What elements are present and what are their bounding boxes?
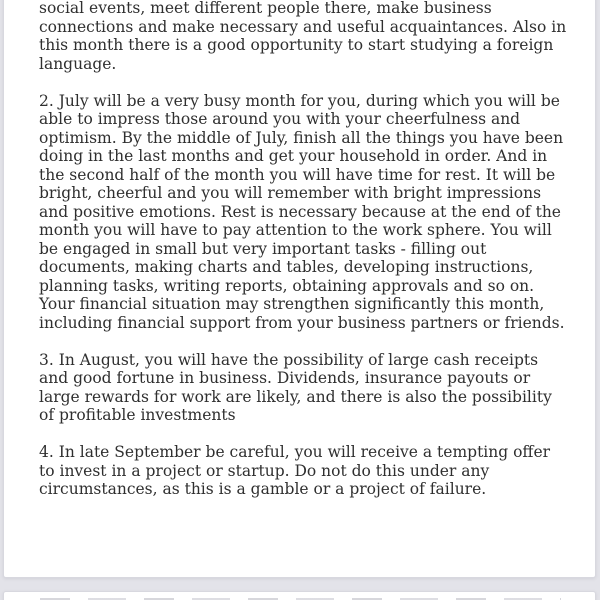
paragraph: social events, meet different people there, make business connections and make necessary and useful acquaintances. Also in this month there is a good opportunity to start studying a foreign language. — [39, 0, 567, 73]
paragraph: 3. In August, you will have the possibility of large cash receipts and good fortune in business. Dividends, insurance payouts or large rewards for work are likely, and there is also the possibility of profitable investments — [39, 350, 552, 424]
paragraph: 2. July will be a very busy month for you, during which you will be able to impress those around you with your cheerfulness and optimism. By the middle of July, finish all the things you have been doing in the last months and get your household in order. And in the second half of the month you will have time for rest. It will be bright, cheerful and you will remember with bright impressions and positive emotions. Rest is necessary because at the end of the month you will have to pay attention to the work sphere. You will be engaged in small but very important tasks - filling out documents, making charts and tables, developing instructions, planning tasks, writing reports, obtaining approvals and so on. Your financial situation may strengthen significantly this month, including financial support from your business partners or friends. — [39, 91, 565, 332]
paragraph: 4. In late September be careful, you will receive a tempting offer to invest in a project or startup. Do not do this under any circumstances, as this is a gamble or a project of failure. — [39, 443, 551, 498]
page-content — [4, 0, 595, 499]
next-document-page — [3, 591, 596, 600]
document-page — [3, 0, 596, 578]
